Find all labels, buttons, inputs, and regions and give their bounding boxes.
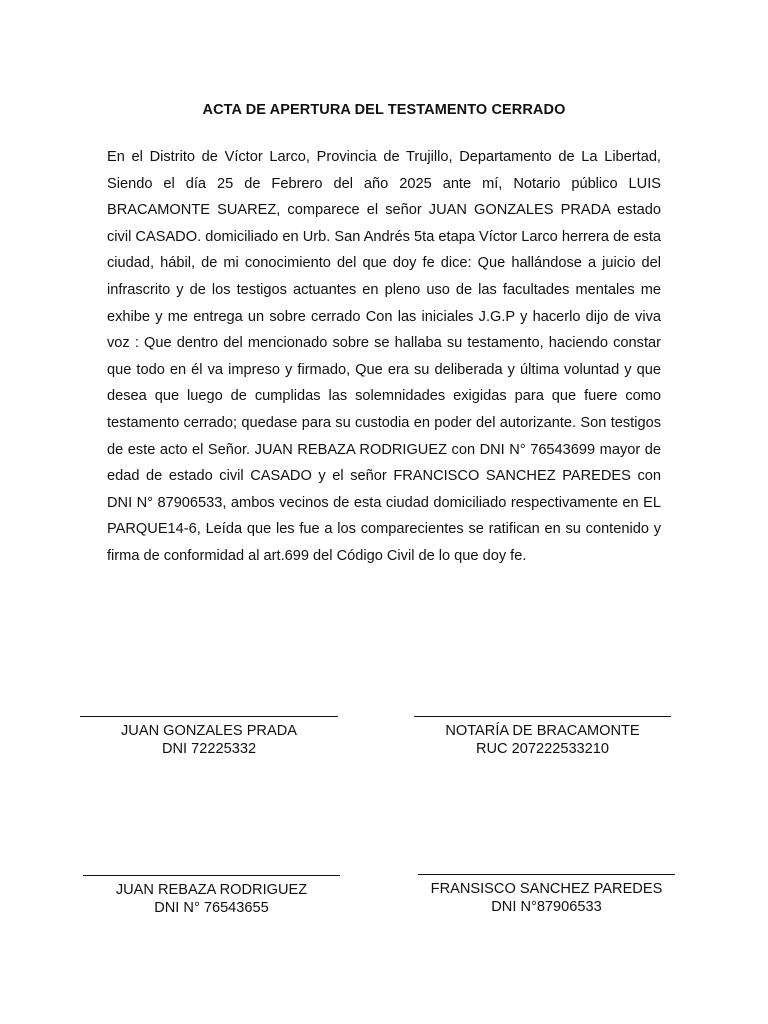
signatory-name: JUAN REBAZA RODRIGUEZ (115, 882, 308, 898)
signatory-id: DNI N°87906533 (491, 899, 602, 915)
signature-block-testator (80, 716, 338, 758)
signatory-name: FRANSISCO SANCHEZ PAREDES (430, 881, 663, 897)
signature-block-notary (414, 716, 671, 758)
signatory-name: JUAN GONZALES PRADA (121, 723, 297, 739)
signature-block-witness-1 (83, 875, 340, 917)
document-body: En el Distrito de Víctor Larco, Provincia de Trujillo, Departamento de La Libertad, Siendo el día 25 de Febrero del año 2025 ante mí, Notario público LUIS BRACAMONTE SUAREZ, comparece el señor JUAN GONZALES PRADA estado civil CASADO. domiciliado en Urb. San Andrés 5ta etapa Víctor Larco herrera de esta ciudad, hábil, de mi conocimiento del que doy fe dice: Que hallándose a juicio del infrascrito y de los testigos actuantes en pleno uso de las facultades mentales me exhibe y me entrega un sobre cerrado Con las iniciales J.G.P y hacerlo dijo de viva voz : Que dentro del mencionado sobre se hallaba su testamento, haciendo constar que todo en él va impreso y firmado, Que era su deliberada y última voluntad y que desea que luego de cumplidas las solemnidades exigidas para que fuere como testamento cerrado; quedase para su custodia en poder del autorizante. Son testigos de este acto el Señor. JUAN REBAZA RODRIGUEZ con DNI N° 76543699 mayor de edad de estado civil CASADO y el señor FRANCISCO SANCHEZ PAREDES con DNI N° 87906533, ambos vecinos de esta ciudad domiciliado respectivamente en EL PARQUE14-6, Leída que les fue a los comparecientes se ratifican en su contenido y firma de conformidad al art.699 del Código Civil de lo que doy fe. (107, 149, 661, 564)
signatory-id: RUC 207222533210 (475, 741, 610, 757)
signature-line (80, 716, 338, 717)
signatory-id: DNI 72225332 (161, 741, 257, 757)
signatory-id: DNI N° 76543655 (154, 900, 269, 916)
document-title: ACTA DE APERTURA DEL TESTAMENTO CERRADO (202, 102, 566, 118)
signature-line (83, 875, 340, 876)
signature-line (418, 874, 675, 875)
signatory-name: NOTARÍA DE BRACAMONTE (445, 723, 640, 739)
signature-block-witness-2 (418, 874, 675, 916)
signature-line (414, 716, 671, 717)
